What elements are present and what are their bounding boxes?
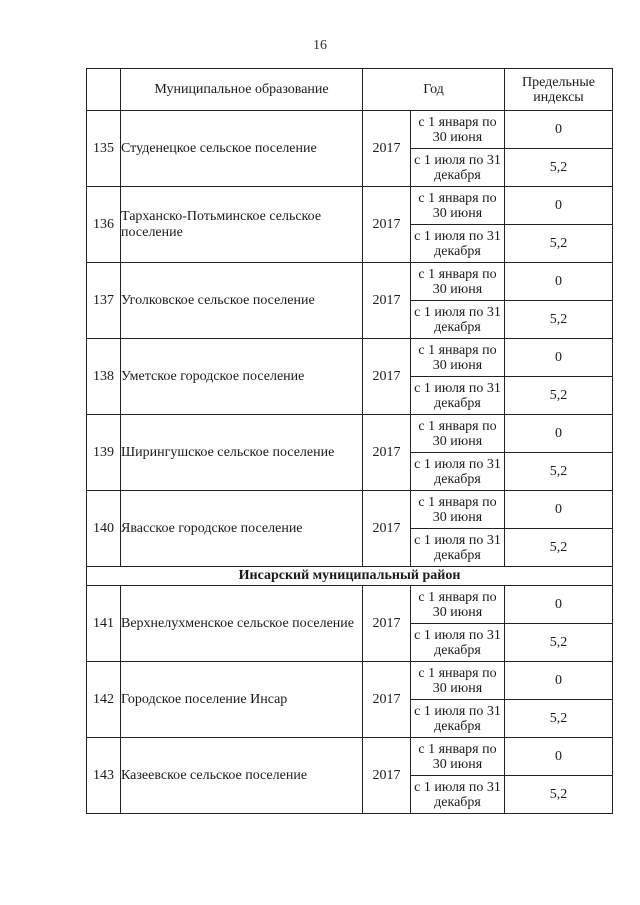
header-index: Предельные индексы <box>505 69 613 111</box>
table-row <box>87 662 613 700</box>
year-cell: 2017 <box>363 491 411 567</box>
index-second-half: 5,2 <box>505 301 613 339</box>
header-municipality: Муниципальное образование <box>121 69 363 111</box>
index-first-half: 0 <box>505 738 613 776</box>
period-first-half: с 1 января по 30 июня <box>411 662 505 700</box>
index-second-half: 5,2 <box>505 225 613 263</box>
index-second-half: 5,2 <box>505 453 613 491</box>
table-row <box>87 339 613 377</box>
table-body-top <box>87 111 613 567</box>
year-cell: 2017 <box>363 187 411 263</box>
index-first-half: 0 <box>505 491 613 529</box>
index-second-half: 5,2 <box>505 529 613 567</box>
district-section <box>87 567 613 586</box>
municipality-name: Явасское городское поселение <box>121 491 363 567</box>
district-title: Инсарский муниципальный район <box>87 567 613 586</box>
index-first-half: 0 <box>505 662 613 700</box>
municipality-name: Тарханско-Потьминское сельское поселение <box>121 187 363 263</box>
period-first-half: с 1 января по 30 июня <box>411 586 505 624</box>
index-first-half: 0 <box>505 339 613 377</box>
municipality-name: Верхнелухменское сельское поселение <box>121 586 363 662</box>
year-cell: 2017 <box>363 415 411 491</box>
header-number-cell <box>87 69 121 111</box>
row-number: 142 <box>87 662 121 738</box>
period-second-half: с 1 июля по 31 декабря <box>411 776 505 814</box>
index-first-half: 0 <box>505 263 613 301</box>
index-first-half: 0 <box>505 187 613 225</box>
municipality-name: Городское поселение Инсар <box>121 662 363 738</box>
year-cell: 2017 <box>363 339 411 415</box>
period-second-half: с 1 июля по 31 декабря <box>411 624 505 662</box>
period-second-half: с 1 июля по 31 декабря <box>411 529 505 567</box>
period-first-half: с 1 января по 30 июня <box>411 187 505 225</box>
period-first-half: с 1 января по 30 июня <box>411 339 505 377</box>
period-second-half: с 1 июля по 31 декабря <box>411 225 505 263</box>
row-number: 140 <box>87 491 121 567</box>
table-row <box>87 586 613 624</box>
table-body-bottom <box>87 586 613 814</box>
index-second-half: 5,2 <box>505 700 613 738</box>
row-number: 137 <box>87 263 121 339</box>
row-number: 135 <box>87 111 121 187</box>
municipality-name: Ширингушское сельское поселение <box>121 415 363 491</box>
district-row <box>87 567 613 586</box>
municipality-name: Уметское городское поселение <box>121 339 363 415</box>
table-row <box>87 415 613 453</box>
period-second-half: с 1 июля по 31 декабря <box>411 453 505 491</box>
row-number: 141 <box>87 586 121 662</box>
row-number: 139 <box>87 415 121 491</box>
index-second-half: 5,2 <box>505 149 613 187</box>
table-row <box>87 491 613 529</box>
period-first-half: с 1 января по 30 июня <box>411 738 505 776</box>
table-header-row <box>87 69 613 111</box>
row-number: 143 <box>87 738 121 814</box>
period-first-half: с 1 января по 30 июня <box>411 415 505 453</box>
row-number: 138 <box>87 339 121 415</box>
row-number: 136 <box>87 187 121 263</box>
year-cell: 2017 <box>363 111 411 187</box>
index-second-half: 5,2 <box>505 776 613 814</box>
municipality-name: Казеевское сельское поселение <box>121 738 363 814</box>
period-second-half: с 1 июля по 31 декабря <box>411 700 505 738</box>
table-row <box>87 738 613 776</box>
index-first-half: 0 <box>505 111 613 149</box>
table-row <box>87 111 613 149</box>
period-second-half: с 1 июля по 31 декабря <box>411 301 505 339</box>
year-cell: 2017 <box>363 738 411 814</box>
year-cell: 2017 <box>363 662 411 738</box>
period-second-half: с 1 июля по 31 декабря <box>411 149 505 187</box>
index-first-half: 0 <box>505 586 613 624</box>
index-first-half: 0 <box>505 415 613 453</box>
period-second-half: с 1 июля по 31 декабря <box>411 377 505 415</box>
page-number: 16 <box>313 38 327 53</box>
year-cell: 2017 <box>363 263 411 339</box>
header-year: Год <box>363 69 505 111</box>
municipality-name: Студенецкое сельское поселение <box>121 111 363 187</box>
table-row <box>87 187 613 225</box>
index-second-half: 5,2 <box>505 377 613 415</box>
municipality-name: Уголковское сельское поселение <box>121 263 363 339</box>
tariff-index-table <box>86 68 613 814</box>
year-cell: 2017 <box>363 586 411 662</box>
period-first-half: с 1 января по 30 июня <box>411 263 505 301</box>
index-second-half: 5,2 <box>505 624 613 662</box>
table-row <box>87 263 613 301</box>
period-first-half: с 1 января по 30 июня <box>411 491 505 529</box>
period-first-half: с 1 января по 30 июня <box>411 111 505 149</box>
